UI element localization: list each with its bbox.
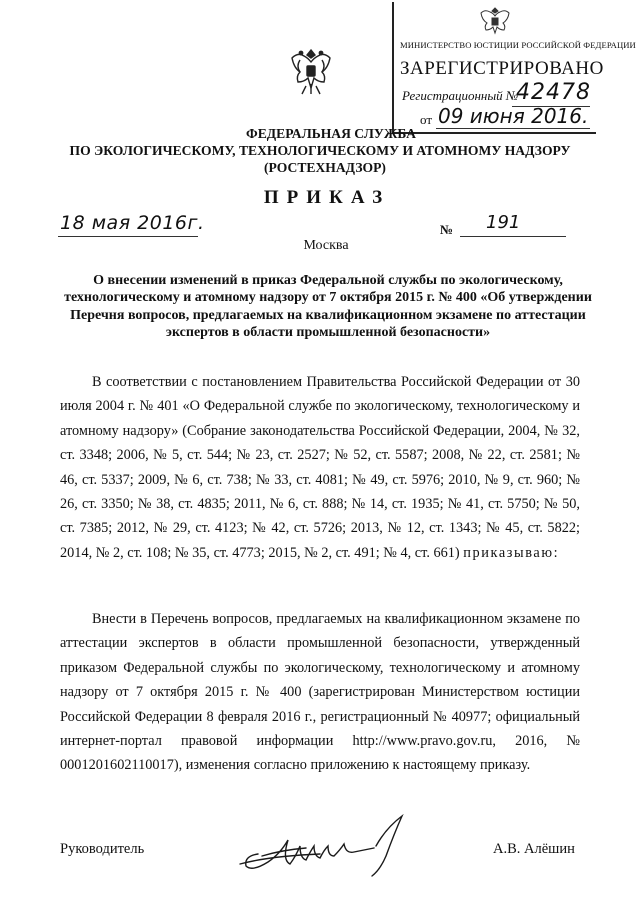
order-number-handwritten: 191	[486, 212, 521, 233]
order-date-underline	[58, 236, 198, 237]
signatory-name: А.В. Алёшин	[493, 841, 575, 857]
registration-stamp	[392, 2, 636, 134]
body-paragraph-legal-basis	[60, 370, 580, 565]
coat-of-arms-emblem	[286, 44, 336, 100]
signatory-role: Руководитель	[60, 841, 145, 857]
stamp-from-label: от	[420, 112, 433, 127]
stamp-registered-label: ЗАРЕГИСТРИРОВАНО	[400, 58, 604, 79]
document-type-heading: ПРИКАЗ	[263, 187, 391, 208]
order-number-underline	[460, 236, 566, 237]
stamp-reg-number-handwritten: 42478	[516, 80, 591, 105]
org-name-line2: ПО ЭКОЛОГИЧЕСКОМУ, ТЕХНОЛОГИЧЕСКОМУ И АТОМНОМУ НАДЗОРУ	[69, 143, 571, 158]
stamp-reg-number-label: Регистрационный №	[402, 88, 519, 103]
order-date-handwritten: 18 мая 2016г.	[60, 212, 205, 234]
org-name-line1: ФЕДЕРАЛЬНАЯ СЛУЖБА	[246, 126, 416, 141]
city-name: Москва	[303, 238, 349, 253]
stamp-emblem-icon	[478, 4, 512, 38]
stamp-reg-date-handwritten: 09 июня 2016.	[438, 104, 589, 128]
handwritten-signature	[228, 810, 416, 880]
org-short-name: (РОСТЕХНАДЗОР)	[264, 160, 386, 175]
order-number-label: №	[440, 222, 454, 237]
body-paragraph-order: Внести в Перечень вопросов, предлагаемых на квалификационном экзамене по аттестации экспертов в области промышленной безопасности, утвержденный приказом Федеральной службы по экологическому, технологическому и атомному надзору от 7 октября 2015 г. № 400 (зарегистрирован Министерством юстиции Российской Федерации 8 февраля 2016 г., регистрационный № 40977; официальный интернет-портал правовой информации http://www.pravo.gov.ru, 2016, № 0001201602110017), изменения согласно приложению к настоящему приказу.	[60, 611, 580, 774]
order-title: О внесении изменений в приказ Федеральной службы по экологическому, технологическому и атомному надзору от 7 октября 2015 г. № 400 «Об утверждении Перечня вопросов, предлагаемых на квалификационном экзамене по аттестации экспертов в области промышленной безопасности»	[64, 273, 592, 341]
stamp-ministry-name: МИНИСТЕРСТВО ЮСТИЦИИ РОССИЙСКОЙ ФЕДЕРАЦИИ	[400, 40, 636, 50]
legal-basis-text: В соответствии с постановлением Правительства Российской Федерации от 30 июля 2004 г. № 401 «О Федеральной службе по экологическому, технологическому и атомному надзору» (Собрание законодательства Российской Федерации, 2004, № 32, ст. 3348; 2006, № 5, ст. 544; № 23, ст. 2527; № 52, ст. 5587; 2008, № 22, ст. 2581; № 46, ст. 5337; 2009, № 6, ст. 738; № 33, ст. 4081; № 49, ст. 5976; 2010, № 9, ст. 960; № 26, ст. 3350; № 38, ст. 4835; 2011, № 6, ст. 888; № 14, ст. 1935; № 41, ст. 5750; № 50, ст. 7385; 2012, № 29, ст. 4123; № 42, ст. 5726; 2013, № 12, ст. 1343; № 45, ст. 5822; 2014, № 2, ст. 108; № 35, ст. 4773; 2015, № 2, ст. 491; № 4, ст. 661)	[60, 374, 580, 561]
order-keyword: приказываю:	[463, 544, 560, 561]
